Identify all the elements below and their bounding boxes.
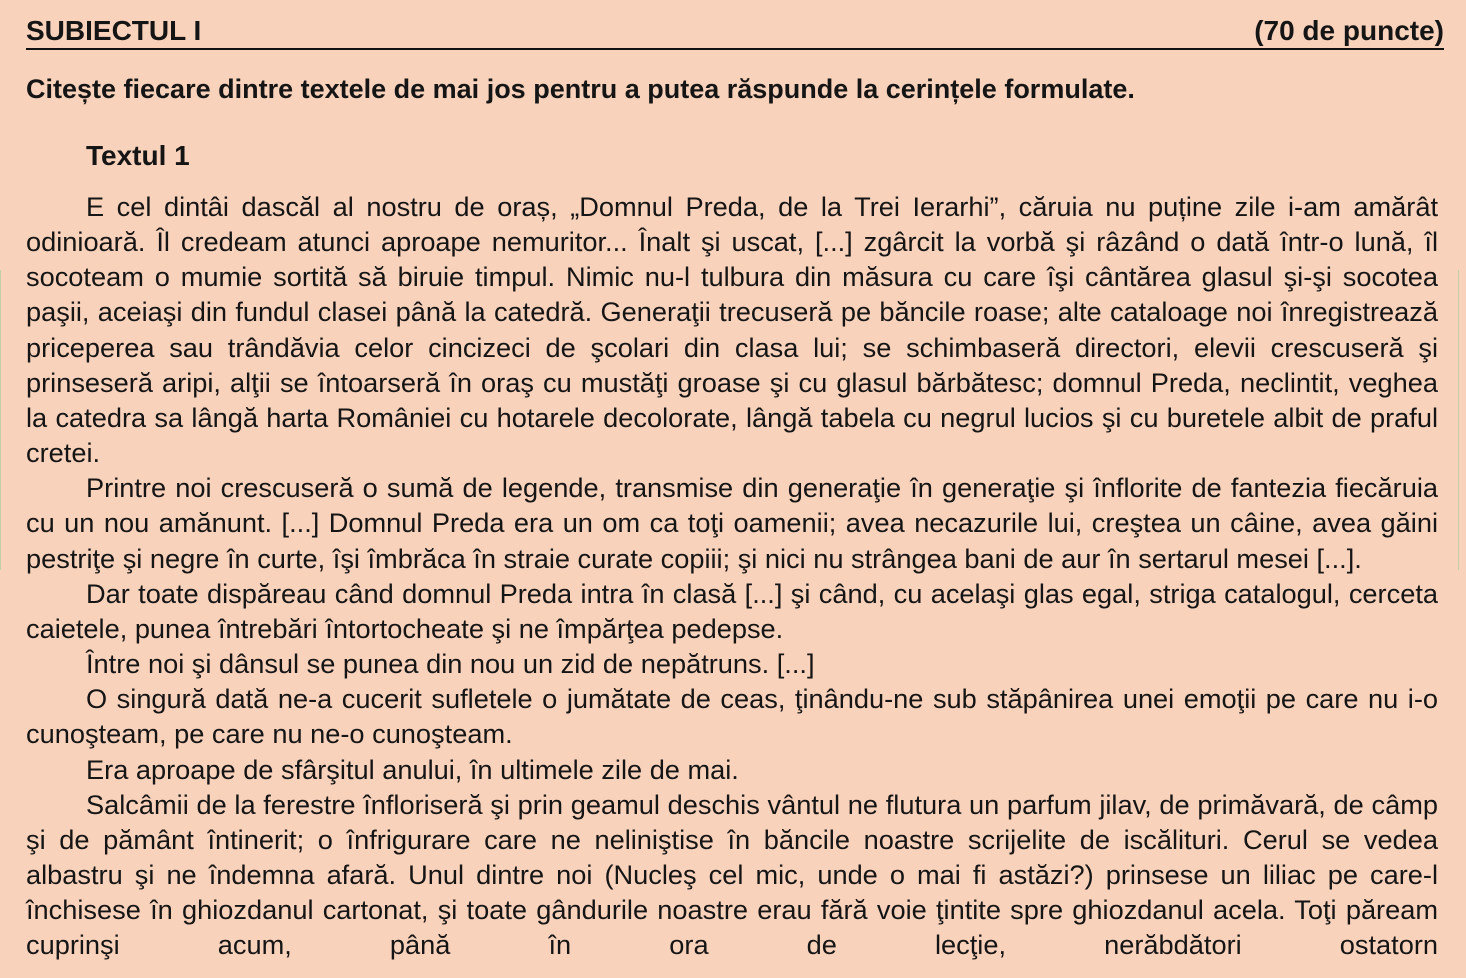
paragraph-3: Dar toate dispăreau când domnul Preda intra în clasă [...] şi când, cu acelaşi glas egal, striga catalogul, cerceta caietele, punea întrebări întortocheate şi ne împărţea pedepse.: [26, 577, 1438, 644]
subject-title: SUBIECTUL I: [26, 15, 202, 46]
paragraph-6: Era aproape de sfârşitul anului, în ultimele zile de mai.: [86, 753, 739, 785]
section-header: [26, 14, 1444, 50]
scan-edge-left: [0, 270, 1, 570]
paragraph-4: Între noi şi dânsul se punea din nou un zid de nepătruns. [...]: [86, 648, 815, 680]
paragraph-5: O singură dată ne-a cucerit sufletele o jumătate de ceas, ţinându-ne sub stăpânirea unei emoţii pe care nu i-o cunoşteam, pe care nu ne-o cunoşteam.: [26, 683, 1438, 750]
literary-text: [26, 189, 1438, 962]
scan-edge-right: [1458, 270, 1459, 570]
text-title: Textul 1: [86, 140, 190, 171]
exam-page: [26, 14, 1444, 962]
paragraph-1: E cel dintâi dascăl al nostru de oraș, „Domnul Preda, de la Trei Ierarhi”, căruia nu puține zile i-am amărât odinioară. Îl credeam atunci aproape nemuritor... Înalt şi uscat, [...] zgârcit la vorbă şi râzând o dată într-o lună, îl socoteam o mumie sortită să biruie timpul. Nimic nu-l tulbura din măsura cu care îşi cântărea glasul şi-şi socotea paşii, aceiaşi din fundul clasei până la catedră. Generaţii trecuseră pe băncile roase; alte cataloage noi înregistrează priceperea sau trândăvia celor cincizeci de şcolari din clasa lui; se schimbaseră directori, elevii crescuseră şi prinseseră aripi, alţii se întoarseră în oraş cu mustăţi groase şi cu glasul bărbătesc; domnul Preda, neclintit, veghea la catedra sa lângă harta României cu hotarele decolorate, lângă tabela cu negrul lucios şi cu buretele albit de praful cretei.: [26, 191, 1438, 469]
instruction-text: Citește fiecare dintre textele de mai jos pentru a putea răspunde la cerințele formulate.: [26, 74, 1135, 104]
paragraph-7: Salcâmii de la ferestre înfloriseră şi prin geamul deschis vântul ne flutura un parfum jilav, de primăvară, de câmp şi de pământ întinerit; o înfrigurare care ne neliniştise în băncile noastre scrijelite de iscălituri. Cerul se vedea albastru şi ne îndemna afară. Unul dintre noi (Nucleş cel mic, unde o mai fi astăzi?) prinsese un liliac pe care-l închisese în ghiozdanul cartonat, şi toate gândurile noastre erau fără voie ţintite spre ghiozdanul acela. Toţi păream cuprinşi acum, până în ora de lecţie, nerăbdători ostatorn: [26, 788, 1438, 961]
points-label: (70 de puncte): [1254, 15, 1444, 46]
paragraph-2: Printre noi crescuseră o sumă de legende, transmise din generaţie în generaţie şi înflorite de fantezia fiecăruia cu un nou amănunt. [...] Domnul Preda era un om ca toţi oamenii; avea necazurile lui, creştea un câine, avea găini pestriţe şi negre în curte, îşi îmbrăca în straie curate copiii; şi nici nu strângea bani de aur în sertarul mesei [...].: [26, 472, 1438, 574]
